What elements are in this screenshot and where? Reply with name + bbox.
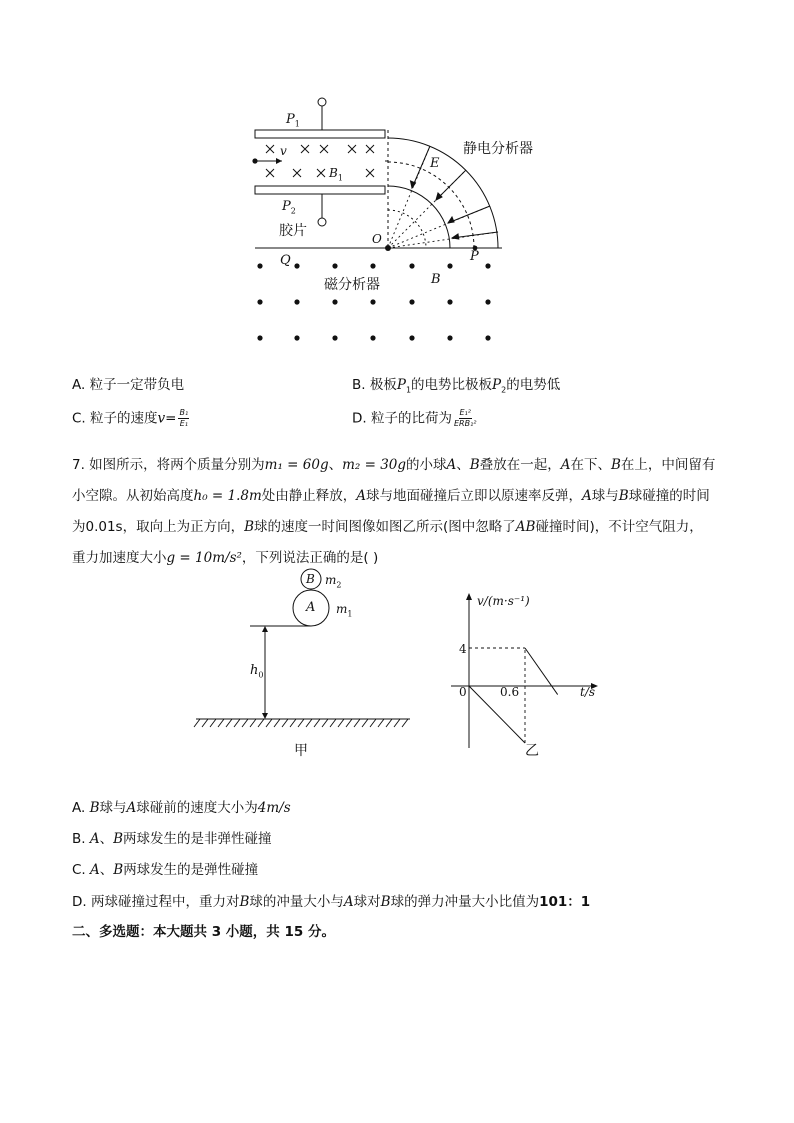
q7-stem-line-2: 小空隙。从初始高度h₀ = 1.8m处由静止释放，A球与地面碰撞后立即以原速率反弹，A球与B球碰撞的时间 — [72, 488, 710, 504]
q6-option-b[interactable]: B. 极板$P_1$的电势比极板$P_2$的电势低 — [352, 377, 561, 395]
label-b: B — [431, 272, 441, 287]
m1-label: $m_1$ — [336, 602, 353, 619]
label-q: Q — [280, 253, 291, 268]
q7-stem-line-1: 7. 如图所示，将两个质量分别为m₁ = 60g、m₂ = 30g的小球A、B叠放在一起，A在下、B在上，中间留有 — [72, 457, 716, 473]
figure-jia-stacked-balls — [190, 565, 420, 740]
section-heading-multiple-choice: 二、多选题：本大题共 3 小题，共 15 分。 — [72, 924, 335, 940]
label-b1: $B_1$ — [329, 166, 343, 183]
label-electrostatic-analyzer: 静电分析器 — [463, 141, 533, 157]
tick-0-6: 0.6 — [500, 685, 520, 699]
axis-v-label: v/(m·s⁻¹) — [477, 594, 530, 608]
q7-stem-line-3: 为0.01s，取向上为正方向，B球的速度一时间图像如图乙所示(图中忽略了AB碰撞时间)，不计空气阻力， — [72, 519, 703, 535]
label-o: O — [372, 232, 382, 246]
label-p1: $P_1$ — [286, 112, 300, 129]
q7-option-a[interactable]: A. B球与A球碰前的速度大小为4m/s — [72, 800, 291, 816]
q6-option-a[interactable]: A. 粒子一定带负电 — [72, 377, 185, 393]
label-p2: $P_2$ — [282, 199, 296, 216]
q7-option-d[interactable]: D. 两球碰撞过程中，重力对B球的冲量大小与A球对B球的弹力冲量大小比值为101：1 — [72, 894, 591, 910]
h0-label: $h_0$ — [250, 663, 264, 680]
label-v: v — [280, 144, 287, 158]
axis-t-label: t/s — [580, 685, 596, 699]
caption-jia: 甲 — [294, 743, 308, 759]
q7-option-b[interactable]: B. A、B两球发生的是非弹性碰撞 — [72, 831, 272, 847]
q6-option-d[interactable]: D. 粒子的比荷为 $\frac{\text{E₁²}}{\text{ERB₁²}}$ — [352, 408, 477, 428]
series-line-2 — [525, 648, 558, 695]
y-axis-arrow — [466, 593, 472, 600]
ball-a-label: A — [306, 600, 316, 615]
q7-option-c[interactable]: C. A、B两球发生的是弹性碰撞 — [72, 862, 259, 878]
tick-4: 4 — [459, 642, 467, 656]
q7-stem-line-4: 重力加速度大小g = 10m/s²，下列说法正确的是( ) — [72, 550, 379, 566]
m2-label: $m_2$ — [325, 573, 342, 590]
label-e: E — [430, 156, 440, 171]
tick-0: 0 — [459, 685, 467, 699]
label-magnetic-analyzer: 磁分析器 — [324, 277, 380, 293]
ball-b-label: B — [306, 572, 315, 586]
label-p: P — [470, 249, 479, 264]
caption-yi: 乙 — [525, 743, 539, 759]
q6-option-c[interactable]: C. 粒子的速度v= $\frac{\text{B₁}}{\text{E₁}}$ — [72, 408, 189, 428]
label-film: 胶片 — [279, 223, 307, 239]
figure-yi-velocity-time-graph — [445, 590, 605, 755]
